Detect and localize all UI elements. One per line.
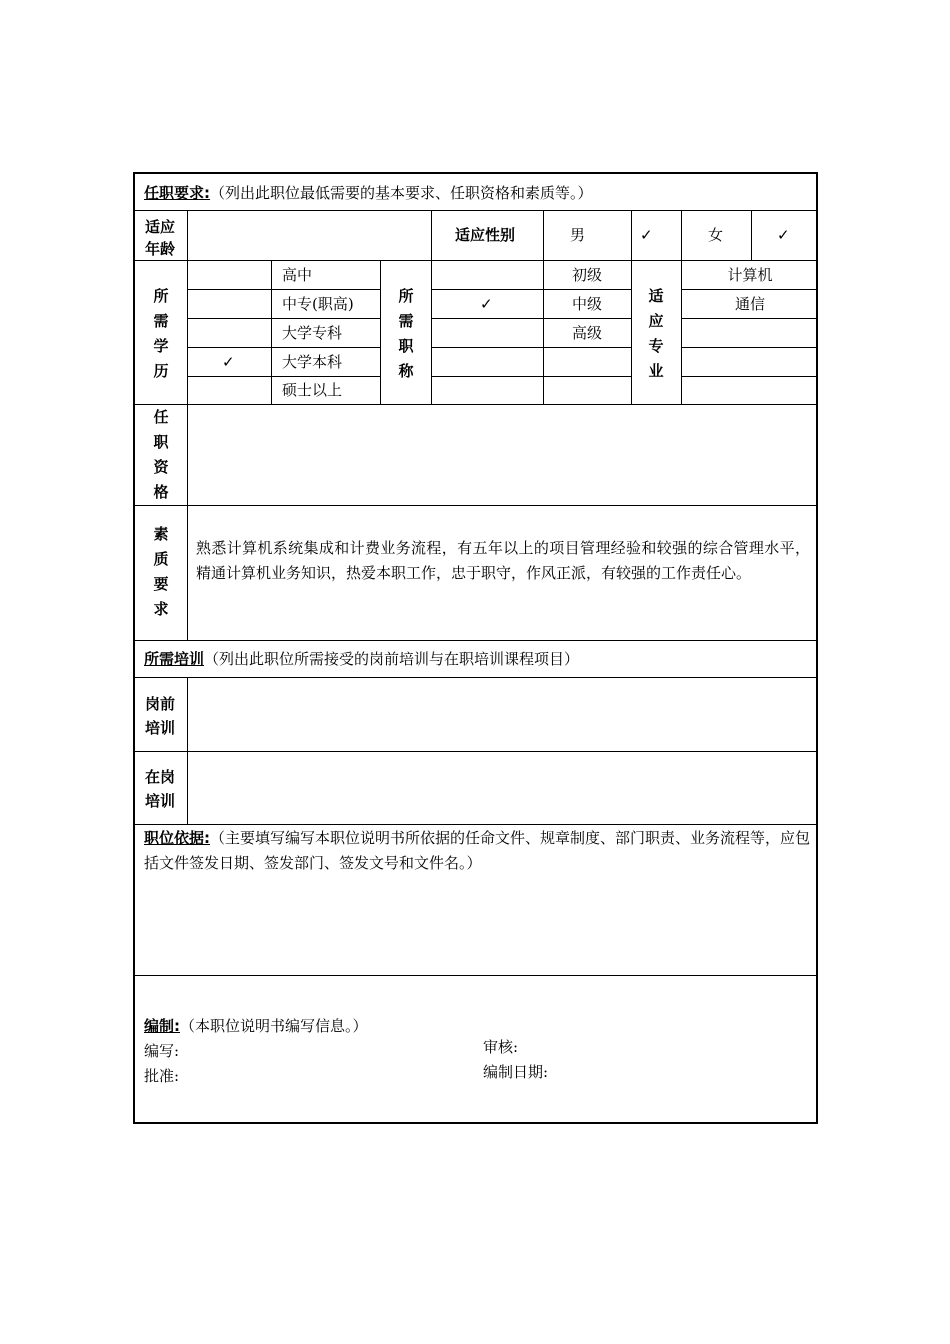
major-value: 计算机 xyxy=(727,266,773,284)
row-divider xyxy=(133,677,818,678)
basis-title: 职位依据: xyxy=(144,829,210,847)
qualification-label-char: 格 xyxy=(153,483,169,501)
gender-male-check[interactable]: ✓ xyxy=(640,226,653,244)
education-label-char: 需 xyxy=(153,312,169,330)
education-label-char: 所 xyxy=(153,287,169,305)
gender-female-check[interactable]: ✓ xyxy=(777,226,790,244)
col-divider xyxy=(187,210,188,640)
row-divider xyxy=(431,318,631,319)
title-option-senior: 高级 xyxy=(572,324,603,342)
basis-section xyxy=(144,826,810,876)
gender-female-label: 女 xyxy=(708,226,724,244)
row-divider xyxy=(133,210,818,211)
title-label-char: 职 xyxy=(398,337,414,355)
row-divider xyxy=(187,376,380,377)
gender-label: 适应性别 xyxy=(455,226,516,244)
major-label-char: 专 xyxy=(648,337,664,355)
requirements-heading xyxy=(144,186,593,201)
row-divider xyxy=(133,404,818,405)
row-divider xyxy=(133,751,818,752)
qualification-label-char: 任 xyxy=(153,408,169,426)
col-divider xyxy=(631,210,632,404)
training-heading xyxy=(144,652,579,667)
quality-label-char: 求 xyxy=(153,600,169,618)
col-divider xyxy=(380,260,381,404)
quality-label-char: 要 xyxy=(153,575,169,593)
qualification-label-char: 资 xyxy=(153,458,169,476)
age-label-line2: 年龄 xyxy=(144,240,175,258)
col-divider xyxy=(187,677,188,824)
job-requirements-form xyxy=(133,172,818,1124)
row-divider xyxy=(431,289,631,290)
requirements-note: （列出此职位最低需要的基本要求、任职资格和素质等。） xyxy=(210,184,593,202)
row-divider xyxy=(187,347,380,348)
row-divider xyxy=(681,289,818,290)
row-divider xyxy=(187,318,380,319)
compile-note: （本职位说明书编写信息。） xyxy=(180,1017,368,1035)
qualification-label-char: 职 xyxy=(153,433,169,451)
education-option-vocational: 中专(职高) xyxy=(282,295,354,313)
education-check[interactable]: ✓ xyxy=(222,353,235,371)
major-label-char: 业 xyxy=(648,362,664,380)
col-divider xyxy=(543,210,544,404)
reviewer-field[interactable]: 审核: xyxy=(483,1038,519,1056)
row-divider xyxy=(681,347,818,348)
education-label-char: 历 xyxy=(153,362,169,380)
on-training-label xyxy=(140,765,180,813)
major-label-char: 适 xyxy=(648,287,664,305)
requirements-title: 任职要求: xyxy=(144,184,210,202)
title-option-intermediate: 中级 xyxy=(572,295,603,313)
row-divider xyxy=(681,376,818,377)
row-divider xyxy=(133,975,818,976)
row-divider xyxy=(681,318,818,319)
education-option-college: 大学专科 xyxy=(282,324,343,342)
pre-training-label-line2: 培训 xyxy=(144,719,175,737)
row-divider xyxy=(133,640,818,641)
education-label xyxy=(151,284,171,384)
education-option-highschool: 高中 xyxy=(282,266,313,284)
row-divider xyxy=(133,260,818,261)
title-label-char: 所 xyxy=(398,287,414,305)
compile-title: 编制: xyxy=(144,1017,180,1035)
col-divider xyxy=(751,210,752,260)
compile-heading xyxy=(144,1019,368,1034)
qualification-label xyxy=(151,405,171,505)
row-divider xyxy=(133,505,818,506)
gender-male-label: 男 xyxy=(570,226,586,244)
quality-label xyxy=(151,522,171,622)
quality-label-char: 质 xyxy=(153,550,169,568)
title-label-char: 称 xyxy=(398,362,414,380)
quality-text: 熟悉计算机系统集成和计费业务流程，有五年以上的项目管理经验和较强的综合管理水平，精通计算机业务知识，热爱本职工作，忠于职守，作风正派，有较强的工作责任心。 xyxy=(196,539,810,582)
major-value: 通信 xyxy=(734,295,765,313)
writer-field[interactable]: 编写: xyxy=(144,1042,180,1060)
title-option-junior: 初级 xyxy=(572,266,603,284)
quality-label-char: 素 xyxy=(153,525,169,543)
col-divider xyxy=(431,210,432,404)
on-training-label-line2: 培训 xyxy=(144,792,175,810)
row-divider xyxy=(431,347,631,348)
on-training-label-line1: 在岗 xyxy=(144,768,175,786)
title-check[interactable]: ✓ xyxy=(480,295,493,313)
training-note: （列出此职位所需接受的岗前培训与在职培训课程项目） xyxy=(204,650,580,668)
basis-note: （主要填写编写本职位说明书所依据的任命文件、规章制度、部门职责、业务流程等，应包括文件签发日期、签发部门、签发文号和文件名。） xyxy=(144,829,811,872)
training-title: 所需培训 xyxy=(144,650,205,668)
major-label xyxy=(646,284,666,384)
major-label-char: 应 xyxy=(648,312,664,330)
title-label xyxy=(396,284,416,384)
education-label-char: 学 xyxy=(153,337,169,355)
pre-training-label-line1: 岗前 xyxy=(144,695,175,713)
col-divider xyxy=(271,260,272,404)
age-label-line1: 适应 xyxy=(144,218,175,236)
approver-field[interactable]: 批准: xyxy=(144,1067,180,1085)
pre-training-label xyxy=(140,692,180,740)
row-divider xyxy=(431,376,631,377)
row-divider xyxy=(133,824,818,825)
date-field[interactable]: 编制日期: xyxy=(483,1063,549,1081)
education-option-master: 硕士以上 xyxy=(282,381,343,399)
row-divider xyxy=(187,289,380,290)
title-label-char: 需 xyxy=(398,312,414,330)
education-option-bachelor: 大学本科 xyxy=(282,353,343,371)
age-label xyxy=(140,216,180,260)
